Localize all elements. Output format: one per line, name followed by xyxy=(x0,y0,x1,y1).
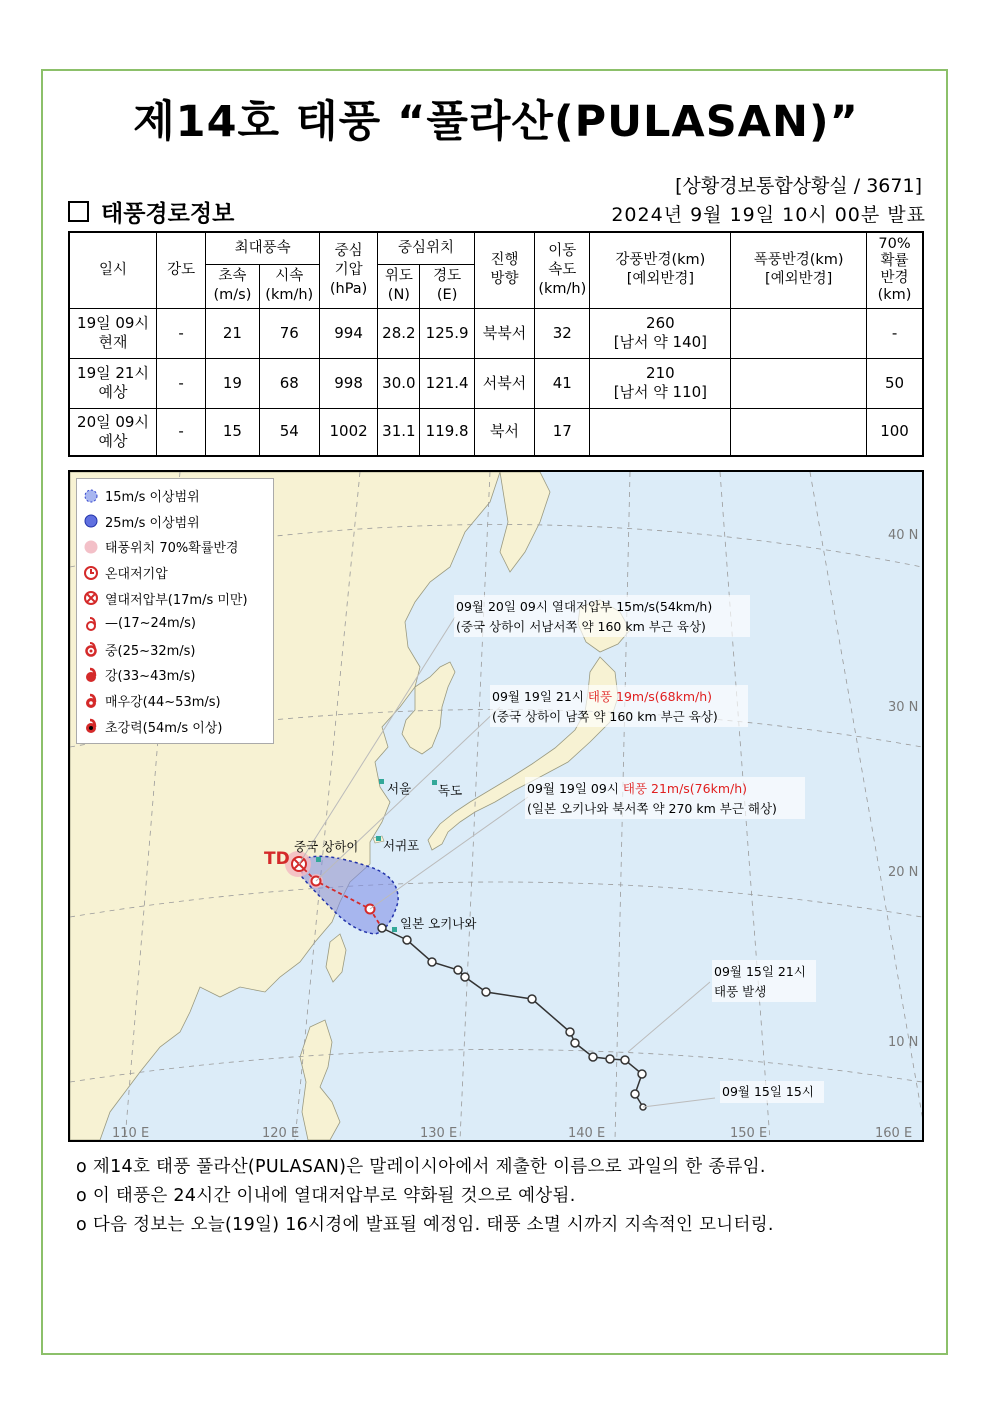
legend-label: 온대저기압 xyxy=(105,567,168,583)
legend-item xyxy=(77,637,273,663)
annotation-09h xyxy=(525,777,805,819)
note-line: o 다음 정보는 오늘(19일) 16시경에 발표될 예정임. 태풍 소멸 시까지 지속적인 모니터링. xyxy=(76,1215,774,1235)
track-point xyxy=(461,973,469,981)
track-point xyxy=(638,1070,646,1078)
section-heading xyxy=(68,195,234,228)
cell-time: 19일 09시 현재 xyxy=(69,308,157,358)
medium-typhoon-icon xyxy=(83,641,99,657)
typhoon-info-table xyxy=(68,231,924,457)
header-pressure: 중심 기압 (hPa) xyxy=(319,232,377,308)
very-strong-typhoon-icon xyxy=(83,693,99,709)
legend-label: 중(25~32m/s) xyxy=(105,643,196,659)
place-seoul: 서울 xyxy=(387,781,412,796)
header-strong-radius: 강풍반경(km) [예외반경] xyxy=(590,232,731,308)
cell-kmh: 68 xyxy=(259,358,319,408)
legend-item xyxy=(77,688,273,714)
legend-item xyxy=(77,560,273,586)
legend-label: 태풍위치 70%확률반경 xyxy=(105,541,239,557)
cell-storm xyxy=(731,308,867,358)
page-title: 제14호 태풍 “풀라산(PULASAN)” xyxy=(133,97,859,147)
cell-intensity: - xyxy=(157,358,206,408)
place-dokdo: 독도 xyxy=(438,783,463,798)
lon-label: 140 E xyxy=(568,1126,606,1140)
header-lon: 경도 (E) xyxy=(420,264,474,308)
cell-ms: 15 xyxy=(206,408,259,456)
cell-lon: 121.4 xyxy=(420,358,474,408)
weak-typhoon-icon xyxy=(83,616,99,632)
cell-intensity: - xyxy=(157,308,206,358)
track-point xyxy=(403,936,411,944)
cell-lat: 28.2 xyxy=(378,308,420,358)
header-speed-ms: 초속 (m/s) xyxy=(206,264,259,308)
header-storm-radius: 폭풍반경(km) [예외반경] xyxy=(731,232,867,308)
table-row xyxy=(69,408,923,456)
super-typhoon-icon xyxy=(83,718,99,734)
cell-strong: 260 [남서 약 140] xyxy=(590,308,731,358)
lat-label: 20 N xyxy=(888,865,919,880)
track-point xyxy=(378,924,386,932)
track-point xyxy=(566,1028,574,1036)
lat-label: 30 N xyxy=(888,700,919,715)
office-info: [상황경보통합상황실 / 3671] xyxy=(675,175,922,197)
track-point xyxy=(631,1090,639,1098)
cell-lon: 119.8 xyxy=(420,408,474,456)
lon-label: 110 E xyxy=(112,1126,150,1140)
annotation-line: (중국 상하이 남쪽 약 160 km 부근 육상) xyxy=(492,709,718,724)
table-row xyxy=(69,358,923,408)
annotation-line: 09월 15일 21시 xyxy=(714,964,806,979)
cell-ms: 19 xyxy=(206,358,259,408)
annotation-21h xyxy=(490,685,748,727)
cell-move: 17 xyxy=(535,408,590,456)
annotation-line: (중국 상하이 서남서쪽 약 160 km 부근 육상) xyxy=(456,619,706,634)
cell-dir: 서북서 xyxy=(474,358,534,408)
place-shanghai: 중국 상하이 xyxy=(294,839,359,854)
cell-time: 19일 21시 예상 xyxy=(69,358,157,408)
lon-label: 160 E xyxy=(875,1126,913,1140)
track-point xyxy=(528,995,536,1003)
cell-strong xyxy=(590,408,731,456)
lon-label: 150 E xyxy=(730,1126,768,1140)
track-point xyxy=(589,1053,597,1061)
cell-lon: 125.9 xyxy=(420,308,474,358)
legend-item xyxy=(77,713,273,739)
header-speed-kmh: 시속 (km/h) xyxy=(259,264,319,308)
track-point xyxy=(621,1056,629,1064)
annotation-start xyxy=(720,1081,824,1103)
cell-move: 32 xyxy=(535,308,590,358)
cell-intensity: - xyxy=(157,408,206,456)
note-line: o 제14호 태풍 풀라산(PULASAN)은 말레이시아에서 제출한 이름으로 과일의 한 종류임. xyxy=(76,1157,766,1177)
annotation-genesis xyxy=(712,960,816,1002)
notes xyxy=(76,1153,774,1240)
dark-circle-icon xyxy=(83,513,99,529)
place-marker xyxy=(392,927,397,932)
header-intensity: 강도 xyxy=(157,232,206,308)
strong-typhoon-icon xyxy=(83,667,99,683)
header-lat: 위도 (N) xyxy=(378,264,420,308)
place-marker xyxy=(316,857,321,862)
annotation-line: (일본 오키나와 북서쪽 약 270 km 부근 해상) xyxy=(527,801,777,816)
cell-time: 20일 09시 예상 xyxy=(69,408,157,456)
lat-label: 40 N xyxy=(888,528,919,543)
cell-hpa: 998 xyxy=(319,358,377,408)
header-prob-radius: 70% 확률 반경 (km) xyxy=(867,232,923,308)
cell-lat: 31.1 xyxy=(378,408,420,456)
annotation-line: 태풍 발생 xyxy=(714,984,767,999)
track-point xyxy=(606,1055,614,1063)
legend-item xyxy=(77,509,273,535)
typhoon-track-map xyxy=(68,470,924,1142)
cell-lat: 30.0 xyxy=(378,358,420,408)
legend-item xyxy=(77,585,273,611)
place-okinawa: 일본 오키나와 xyxy=(400,916,477,931)
cell-prob: 100 xyxy=(867,408,923,456)
legend-label: —(17~24m/s) xyxy=(105,616,196,632)
place-marker xyxy=(432,780,437,785)
place-marker xyxy=(376,836,381,841)
td-label: TD xyxy=(264,849,290,869)
cell-prob: 50 xyxy=(867,358,923,408)
place-marker xyxy=(379,779,384,784)
cell-move: 41 xyxy=(535,358,590,408)
legend-item xyxy=(77,534,273,560)
annotation-line: 09월 19일 09시 태풍 21m/s(76km/h) xyxy=(527,781,748,796)
tropical-depression-icon xyxy=(83,590,99,606)
legend-label: 초강력(54m/s 이상) xyxy=(105,720,223,736)
cell-hpa: 1002 xyxy=(319,408,377,456)
pink-circle-icon xyxy=(83,539,99,555)
annotation-line: 09월 15일 15시 xyxy=(722,1084,814,1099)
annotation-line: 09월 19일 21시 태풍 19m/s(68km/h) xyxy=(492,689,713,704)
header-max-wind: 최대풍속 xyxy=(206,232,320,264)
annotation-line: 09월 20일 09시 열대저압부 15m/s(54km/h) xyxy=(456,599,713,614)
annotation-td xyxy=(454,595,750,637)
header-move-speed: 이동 속도 (km/h) xyxy=(535,232,590,308)
legend-label: 15m/s 이상범위 xyxy=(105,490,200,506)
lat-label: 10 N xyxy=(888,1035,919,1050)
track-point xyxy=(571,1039,579,1047)
cell-storm xyxy=(731,408,867,456)
section-title: 태풍경로정보 xyxy=(101,201,235,227)
extratropical-icon xyxy=(83,565,99,581)
legend-label: 열대저압부(17m/s 미만) xyxy=(105,592,248,608)
note-line: o 이 태풍은 24시간 이내에 열대저압부로 약화될 것으로 예상됨. xyxy=(76,1186,576,1206)
track-point xyxy=(454,966,462,974)
cell-ms: 21 xyxy=(206,308,259,358)
cell-dir: 북서 xyxy=(474,408,534,456)
cell-kmh: 76 xyxy=(259,308,319,358)
lon-label: 120 E xyxy=(262,1126,300,1140)
cell-strong: 210 [남서 약 110] xyxy=(590,358,731,408)
track-point xyxy=(482,988,490,996)
cell-dir: 북북서 xyxy=(474,308,534,358)
header-time: 일시 xyxy=(69,232,157,308)
light-circle-icon xyxy=(83,488,99,504)
track-point xyxy=(428,958,436,966)
header-center: 중심위치 xyxy=(378,232,475,264)
legend-label: 강(33~43m/s) xyxy=(105,669,196,685)
checkbox-icon xyxy=(68,201,89,222)
legend-item xyxy=(77,611,273,637)
lon-label: 130 E xyxy=(420,1126,458,1140)
place-seogwipo: 서귀포 xyxy=(383,838,420,853)
map-legend xyxy=(76,478,274,744)
cell-storm xyxy=(731,358,867,408)
header-direction: 진행 방향 xyxy=(474,232,534,308)
legend-label: 25m/s 이상범위 xyxy=(105,515,200,531)
table-row xyxy=(69,308,923,358)
issued-time: 2024년 9월 19일 10시 00분 발표 xyxy=(611,204,926,226)
legend-item xyxy=(77,662,273,688)
legend-label: 매우강(44~53m/s) xyxy=(105,695,221,711)
cell-kmh: 54 xyxy=(259,408,319,456)
legend-item xyxy=(77,483,273,509)
cell-hpa: 994 xyxy=(319,308,377,358)
cell-prob: - xyxy=(867,308,923,358)
